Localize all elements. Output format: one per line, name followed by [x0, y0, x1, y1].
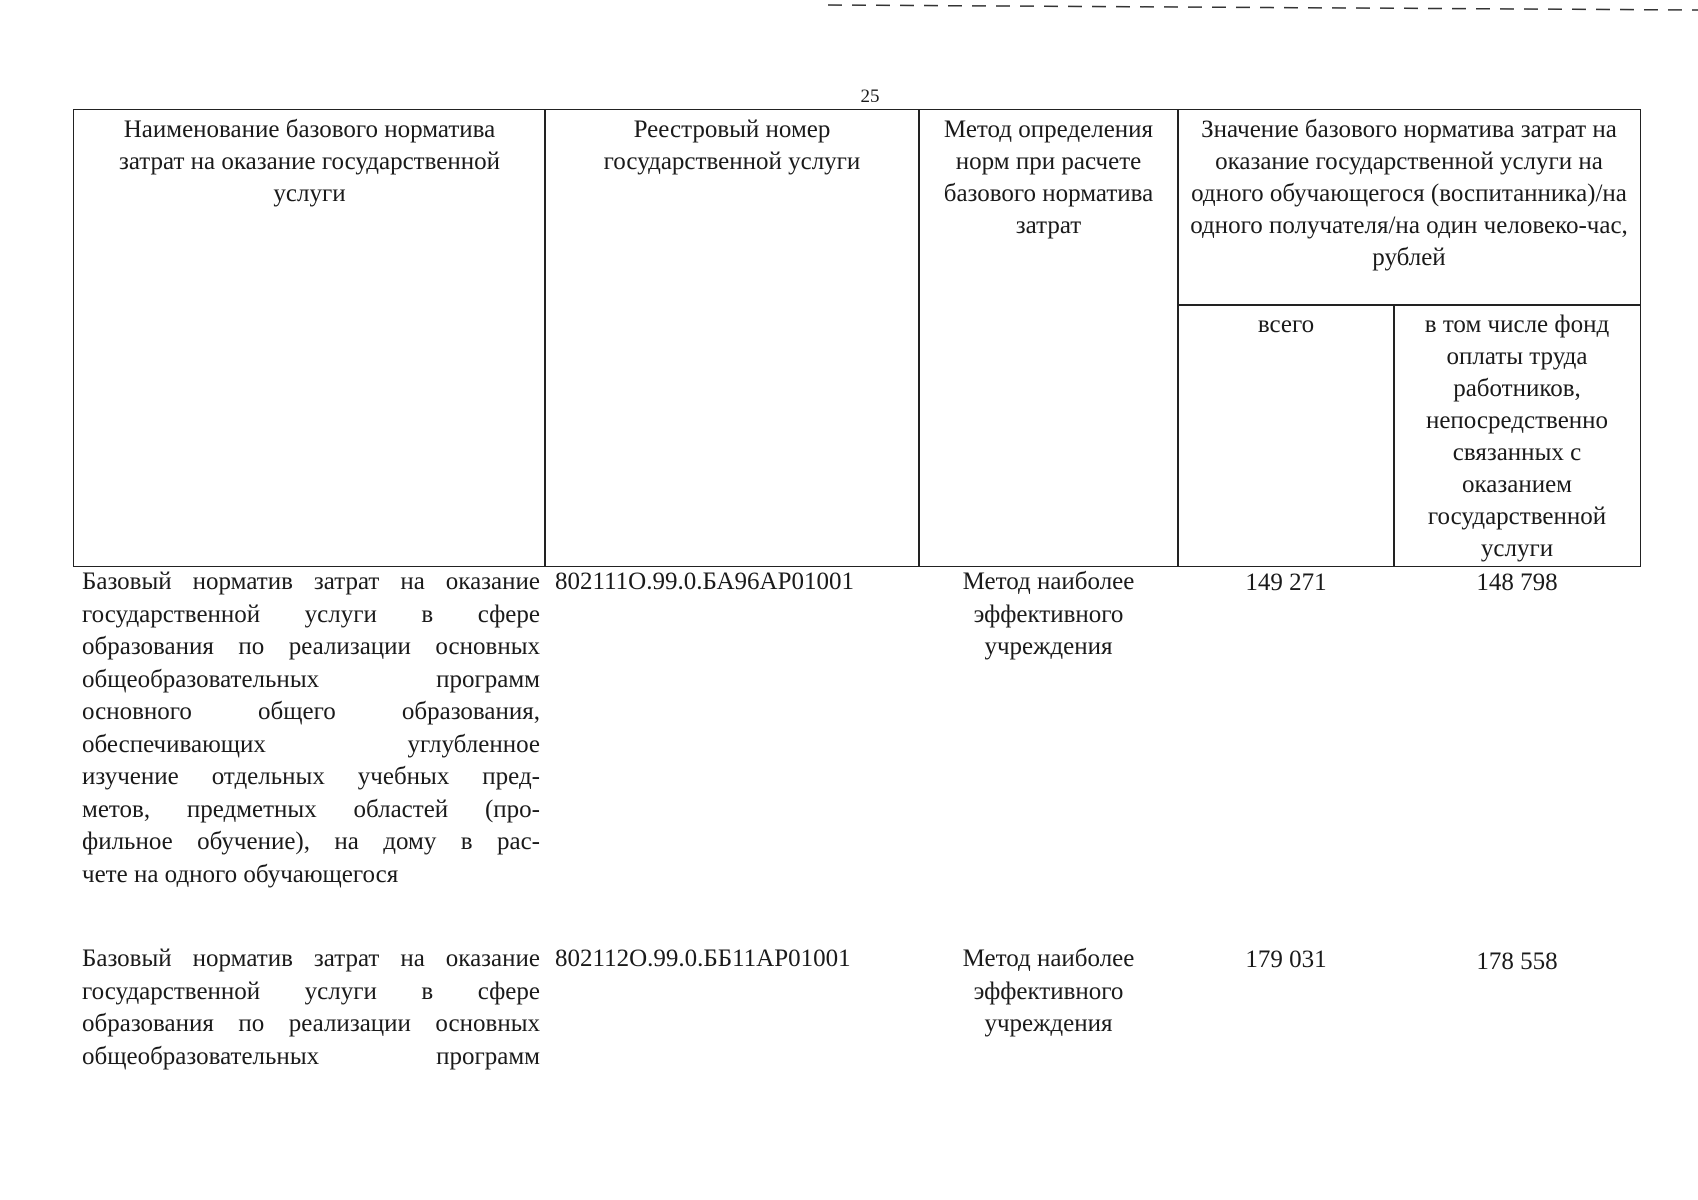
header-total-text: всего: [1257, 311, 1315, 338]
header-method-text: Метод определения норм при расчете базового норматива затрат: [943, 116, 1154, 239]
row-2-method-line: учреждения: [984, 1010, 1113, 1037]
row-2-registry: 802112О.99.0.ББ11АР01001: [555, 945, 851, 972]
row-1-name-line: обеспечивающих углубленное: [82, 730, 540, 758]
row-1-total: 149 271: [1245, 569, 1327, 596]
header-cell-value: [1177, 109, 1641, 306]
row-1-registry: 802111О.99.0.БА96АР01001: [555, 568, 854, 595]
row-1-name-line: государственной услуги в сфере: [82, 600, 540, 628]
row-1-name-line: чете на одного обучающегося: [82, 860, 399, 888]
row-2-name: [82, 943, 540, 1073]
header-cell-fund: [1393, 304, 1641, 567]
header-registry-text: Реестровый номер государственной услуги: [603, 116, 861, 175]
row-1-name-line: изучение отдельных учебных пред-: [82, 763, 540, 790]
row-1-name-line: метов, предметных областей (про-: [82, 795, 540, 823]
page-number: 25: [860, 86, 880, 107]
row-1-name: [82, 566, 540, 891]
header-cell-registry: [544, 109, 920, 567]
row-2-fund: 178 558: [1476, 948, 1558, 975]
row-2-name-line: Базовый норматив затрат на оказание: [82, 945, 540, 972]
header-value-text: Значение базового норматива затрат на оказание государственной услуги на одного обучающегося (воспитанника)/на одного получателя/на один человеко-час, рублей: [1190, 116, 1628, 271]
header-cell-name: [73, 109, 546, 567]
header-fund-text: в том числе фонд оплаты труда работников, непосредственно связанных с оказанием государственной услуги: [1424, 311, 1610, 562]
header-cell-method: [918, 109, 1179, 567]
row-1-name-line: Базовый норматив затрат на оказание: [82, 568, 540, 595]
row-1-name-line: общеобразовательных программ: [82, 665, 540, 693]
row-2-method-line: эффективного: [973, 977, 1124, 1005]
row-1-name-line: фильное обучение), на дому в рас-: [82, 828, 540, 855]
top-dashed-line: [828, 2, 1698, 12]
row-2-name-line: государственной услуги в сфере: [82, 977, 540, 1005]
row-1-method: [918, 566, 1179, 664]
header-table: [73, 109, 1641, 567]
row-2-total: 179 031: [1245, 946, 1327, 973]
row-2-name-line: общеобразовательных программ: [82, 1042, 540, 1070]
row-1-method-line: Метод наиболее: [962, 568, 1135, 595]
row-1-name-line: образования по реализации основных: [82, 633, 540, 660]
row-2-method-line: Метод наиболее: [962, 945, 1135, 972]
header-name-text: Наименование базового норматива затрат на оказание государственной услуги: [118, 116, 501, 207]
row-2-method: [918, 943, 1179, 1041]
row-1-name-line: основного общего образования,: [82, 698, 540, 725]
header-cell-total: [1177, 304, 1395, 567]
row-2-name-line: образования по реализации основных: [82, 1010, 540, 1037]
row-1-method-line: учреждения: [984, 633, 1113, 660]
row-1-method-line: эффективного: [973, 600, 1124, 628]
row-1-fund: 148 798: [1476, 569, 1558, 596]
